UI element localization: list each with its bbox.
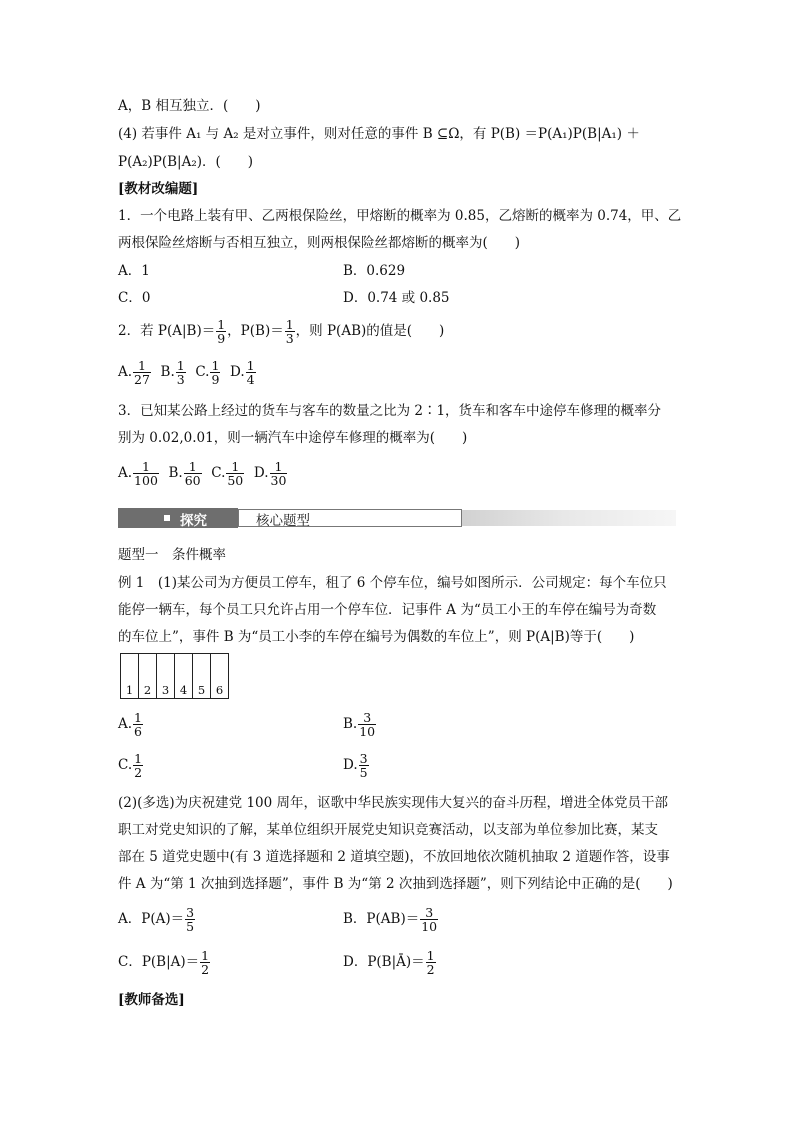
ex2-option-a: A．P(A)＝ $\frac{3}{5}$ — [118, 905, 195, 934]
example1-text-3: 的车位上”，事件 B 为“员工小李的车停在编号为偶数的车位上”，则 P(A|B)等于( ) — [118, 629, 635, 645]
q2-options — [118, 359, 257, 386]
type-heading: 题型一 条件概率 — [118, 547, 226, 563]
q3-option-a: A. $\frac{1}{100}$ — [118, 459, 158, 488]
parking-slot: 6 — [215, 683, 224, 697]
ex1-option-b: B. $\frac{3}{10}$ — [343, 710, 376, 739]
example1-text-2: 能停一辆车，每个员工只允许占用一个停车位．记事件 A 为“员工小王的车停在编号为奇数 — [118, 602, 657, 618]
ex2-option-d: D．P(B|Ā)＝ $\frac{1}{2}$ — [343, 948, 435, 977]
square-bullet-icon — [164, 515, 170, 521]
parking-slot: 3 — [157, 654, 175, 698]
example1-part2-text-3: 部在 5 道党史题中(有 3 道选择题和 2 道填空题)，不放回地依次随机抽取 2 道题作答，设事 — [118, 849, 670, 865]
example1-text: 例 1 (1)某公司为方便员工停车，租了 6 个停车位，编号如图所示．公司规定：每个车位只 — [118, 575, 667, 591]
example1-part2-text-2: 职工对党史知识的了解，某单位组织开展党史知识竞赛活动，以支部为单位参加比赛，某支 — [118, 822, 658, 838]
banner-label-core: 核心题型 — [256, 513, 310, 529]
q3-option-c: C. $\frac{1}{50}$ — [211, 459, 244, 488]
q1-option-b: B．0.629 — [343, 263, 406, 279]
ex1-option-a: A. $\frac{1}{6}$ — [118, 710, 142, 739]
example1-part2-text: (2)(多选)为庆祝建党 100 周年，讴歌中华民族实现伟大复兴的奋斗历程，增进全体党员干部 — [118, 795, 669, 811]
q3-text: 3．已知某公路上经过的货车与客车的数量之比为 2∶1，货车和客车中途停车修理的概率分 — [118, 403, 662, 419]
q1-option-d: D．0.74 或 0.85 — [343, 290, 450, 306]
q2-option-d: D. $\frac{1}{4}$ — [230, 358, 255, 387]
parking-slot: 4 — [175, 654, 193, 698]
q3-options — [118, 460, 288, 487]
judgment-item-4-cont: P(A₂)P(B|A₂)．( ) — [118, 154, 254, 170]
ex1-option-d: D. $\frac{3}{5}$ — [343, 751, 368, 780]
banner-label-explore: 探究 — [180, 513, 207, 529]
q1-option-a: A．1 — [118, 263, 150, 279]
teacher-section-title: [教师备选] — [118, 992, 185, 1008]
q2-option-b: B. $\frac{1}{3}$ — [160, 358, 185, 387]
q3-option-d: D. $\frac{1}{30}$ — [253, 459, 287, 488]
q1-option-c: C．0 — [118, 290, 151, 306]
parking-slot: 1 — [121, 654, 139, 698]
section-banner — [118, 508, 676, 528]
q3-option-b: B. $\frac{1}{60}$ — [168, 459, 201, 488]
example1-part2-text-4: 件 A 为“第 1 次抽到选择题”，事件 B 为“第 2 次抽到选择题”，则下列结论中正确的是( ) — [118, 876, 673, 892]
parking-slot-diagram — [120, 653, 229, 699]
fraction: $\frac{1}{9}$ — [217, 317, 226, 346]
q1-text: 1．一个电路上装有甲、乙两根保险丝，甲熔断的概率为 0.85，乙熔断的概率为 0.74，甲、乙 — [118, 208, 682, 224]
fraction: $\frac{1}{3}$ — [285, 317, 294, 346]
q2-option-c: C. $\frac{1}{9}$ — [195, 358, 220, 387]
parking-slot: 2 — [139, 654, 157, 698]
ex1-option-c: C. $\frac{1}{2}$ — [118, 751, 143, 780]
ex2-option-b: B．P(AB)＝ $\frac{3}{10}$ — [343, 905, 438, 934]
judgment-item-4: (4) 若事件 A₁ 与 A₂ 是对立事件，则对任意的事件 B ⊆Ω，有 P(B) ＝P(A₁)P(B|A₁) ＋ — [118, 126, 640, 142]
prev-item-tail: A，B 相互独立．( ) — [118, 98, 261, 114]
parking-slot: 5 — [193, 654, 211, 698]
q3-text-cont: 别为 0.02,0.01，则一辆汽车中途停车修理的概率为( ) — [118, 430, 468, 446]
q2-option-a: A. $\frac{1}{27}$ — [118, 358, 150, 387]
ex2-option-c: C．P(B|A)＝ $\frac{1}{2}$ — [118, 948, 210, 977]
q1-text-cont: 两根保险丝熔断与否相互独立，则两根保险丝都熔断的概率为( ) — [118, 235, 521, 251]
q2-text: 2．若 P(A|B)＝ $\frac{1}{9}$ ，P(B)＝ $\frac{1}{3}$ ，则 P(AB)的值是( ) — [118, 317, 445, 346]
textbook-section-title: [教材改编题] — [118, 181, 199, 197]
